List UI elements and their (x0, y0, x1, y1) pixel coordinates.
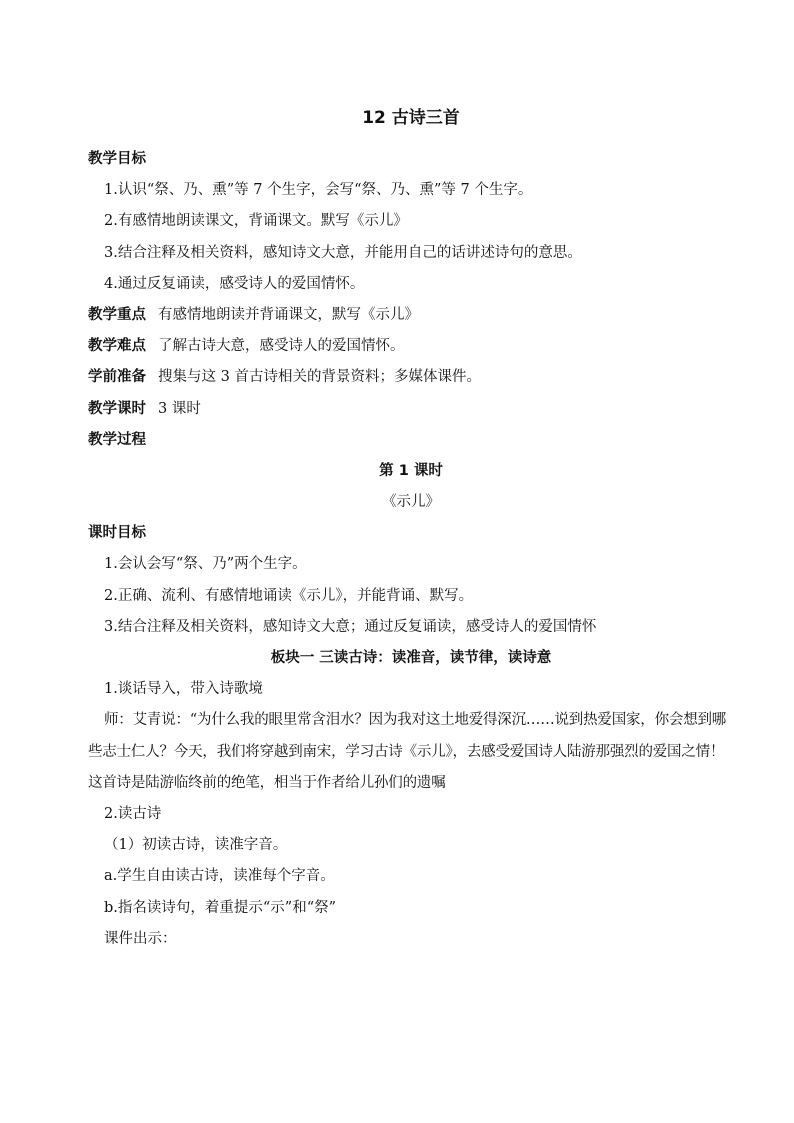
hours-row (88, 394, 734, 425)
objective-item-3: 3.结合注释及相关资料，感知诗文大意，并能用自己的话讲述诗句的意思。 (104, 244, 582, 261)
difficulties-row (88, 331, 734, 362)
document-page (88, 106, 734, 955)
sub-step-1: （1）初读古诗，读准字音。 (104, 837, 288, 854)
difficulties-text: 了解古诗大意，感受诗人的爱国情怀。 (158, 338, 405, 355)
hours-text: 3 课时 (158, 400, 201, 417)
poem-title: 《示儿》 (382, 494, 440, 511)
lesson-goal-2: 2.正确、流利、有感情地诵读《示儿》，并能背诵、默写。 (104, 587, 474, 604)
preparation-label: 学前准备 (88, 369, 146, 386)
objective-item-2: 2.有感情地朗读课文，背诵课文。默写《示儿》 (104, 213, 408, 230)
lesson-goal-1: 1.会认会写“祭、乃”两个生字。 (104, 556, 307, 573)
objective-item-4: 4.通过反复诵读，感受诗人的爱国情怀。 (104, 275, 365, 292)
lesson-goals-heading: 课时目标 (88, 525, 146, 542)
preparation-text: 搜集与这 3 首古诗相关的背景资料；多媒体课件。 (158, 369, 481, 386)
document-title: 12 古诗三首 (362, 108, 460, 128)
objectives-heading: 教学目标 (88, 151, 146, 167)
sub-step-a: a.学生自由读古诗，读准每个字音。 (104, 868, 335, 885)
key-points-label: 教学重点 (88, 306, 146, 323)
block-heading: 板块一 三读古诗：读准音，读节律，读诗意 (270, 650, 552, 666)
hours-label: 教学课时 (88, 400, 146, 417)
sub-step-b: b.指名读诗句，着重提示“示”和“祭” (104, 899, 337, 916)
step-2: 2.读古诗 (104, 805, 162, 822)
process-heading: 教学过程 (88, 431, 146, 448)
lesson-goal-3: 3.结合注释及相关资料，感知诗文大意；通过反复诵读，感受诗人的爱国情怀 (104, 618, 597, 635)
courseware-label: 课件出示： (104, 930, 177, 947)
objective-item-1: 1.认识“祭、乃、熏”等 7 个生字，会写“祭、乃、熏”等 7 个生字。 (104, 182, 533, 199)
step-1: 1.谈话导入，带入诗歌境 (104, 681, 263, 698)
key-points-text: 有感情地朗读并背诵课文，默写《示儿》 (158, 306, 419, 323)
key-points-row (88, 300, 734, 331)
preparation-row (88, 362, 734, 393)
difficulties-label: 教学难点 (88, 338, 146, 355)
teacher-paragraph: 师：艾青说：“为什么我的眼里常含泪水？因为我对这土地爱得深沉……说到热爱国家，你会想到哪些志士仁人？今天，我们将穿越到南宋，学习古诗《示儿》，去感受爱国诗人陆游那强烈的爱国之情！这首诗是陆游临终前的绝笔，相当于作者给儿孙们的遗嘱 (88, 712, 727, 791)
lesson-heading: 第 1 课时 (379, 462, 443, 479)
